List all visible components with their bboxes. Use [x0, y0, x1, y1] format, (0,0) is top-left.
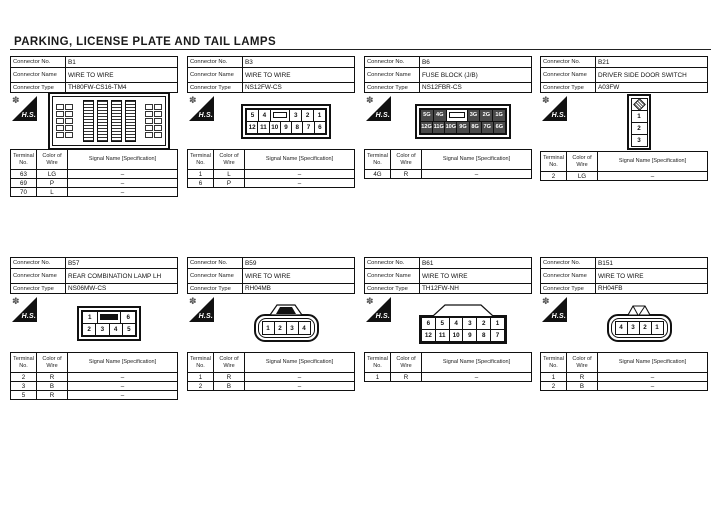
connector-name-label: Connector Name	[188, 67, 243, 82]
connector-type-label: Connector Type	[541, 283, 596, 293]
connector-info-table	[10, 257, 178, 294]
connector-name-value: WIRE TO WIRE	[243, 67, 354, 82]
wire-color: B	[567, 381, 598, 390]
wire-color: L	[37, 187, 68, 196]
connector-name-label: Connector Name	[541, 67, 596, 82]
connector-name-label: Connector Name	[365, 268, 420, 283]
terminal-table	[540, 352, 708, 391]
connector-info-table	[540, 257, 708, 294]
terminal-no: 6	[188, 178, 214, 187]
connector-name-value: DRIVER SIDE DOOR SWITCH	[596, 67, 707, 82]
terminal-no-header: Terminal No.	[188, 150, 214, 169]
connector-latch	[626, 305, 652, 316]
hs-logo	[366, 96, 391, 121]
connector-diagram-b57	[77, 306, 141, 341]
pin: 1	[490, 317, 505, 330]
hs-logo	[542, 297, 567, 322]
wire-color: LG	[37, 169, 68, 178]
wire-color: LG	[567, 171, 598, 180]
wire-color: R	[391, 169, 422, 178]
connector-name-label: Connector Name	[541, 268, 596, 283]
connector-type-value: A03FW	[596, 82, 707, 92]
terminal-no: 1	[541, 372, 567, 381]
connector-block-b6	[364, 56, 532, 179]
pin: 4	[615, 321, 628, 335]
pin: 1G	[492, 109, 506, 122]
hs-logo	[542, 96, 567, 121]
terminal-no: 1	[188, 169, 214, 178]
pin: 5	[435, 317, 450, 330]
signal-name-header: Signal Name [Specification]	[88, 359, 157, 366]
terminal-no: 63	[11, 169, 37, 178]
connector-type-label: Connector Type	[188, 82, 243, 92]
color-of-wire-header: Color of Wire	[214, 150, 245, 169]
pin: 8G	[469, 121, 482, 134]
connector-info-table	[364, 56, 532, 93]
signal-name-header: Signal Name [Specification]	[618, 359, 687, 366]
terminal-no-header: Terminal No.	[541, 353, 567, 372]
connector-block-b59	[187, 257, 355, 391]
connector-no-label: Connector No.	[188, 258, 243, 268]
connector-block-b21	[540, 56, 708, 181]
hs-logo	[189, 297, 214, 322]
pin-group-center	[83, 100, 136, 142]
pin: 4	[298, 321, 311, 335]
pin: 7G	[481, 121, 494, 134]
pin: 1	[82, 311, 98, 324]
terminal-table	[540, 151, 708, 181]
signal-name: –	[68, 187, 177, 196]
signal-name: –	[245, 381, 354, 390]
pin: 1	[313, 109, 326, 122]
signal-name: –	[598, 372, 707, 381]
pin: 7	[490, 329, 505, 342]
connector-type-value: TH80FW-CS16-TM4	[66, 82, 177, 92]
connector-diagram-b1	[48, 92, 170, 150]
connector-block-b1	[10, 56, 178, 197]
connector-diagram-b61	[419, 303, 507, 344]
pin: 1	[631, 110, 648, 123]
connector-diagram-b21	[627, 94, 651, 150]
terminal-no: 2	[541, 381, 567, 390]
gear-icon: ✽	[366, 296, 374, 306]
connector-no-label: Connector No.	[541, 57, 596, 67]
terminal-no: 2	[541, 171, 567, 180]
pin: 3	[95, 323, 109, 336]
pin: 2	[476, 317, 491, 330]
pin: 9G	[456, 121, 469, 134]
wire-color: R	[37, 390, 68, 399]
terminal-table	[364, 149, 532, 179]
connector-info-table	[10, 56, 178, 93]
signal-name-header: Signal Name [Specification]	[442, 359, 511, 366]
hs-logo	[189, 96, 214, 121]
pin: 8	[291, 121, 303, 134]
connector-block-b151	[540, 257, 708, 391]
color-of-wire-header: Color of Wire	[391, 353, 422, 372]
signal-name-header: Signal Name [Specification]	[265, 359, 334, 366]
pin: 10	[269, 121, 281, 134]
connector-type-label: Connector Type	[365, 283, 420, 293]
connector-type-value: TH12FW-NH	[420, 283, 531, 293]
color-of-wire-header: Color of Wire	[37, 353, 68, 372]
signal-name: –	[245, 178, 354, 187]
connector-type-label: Connector Type	[188, 283, 243, 293]
terminal-table	[187, 149, 355, 188]
signal-name-header: Signal Name [Specification]	[618, 158, 687, 165]
signal-name: –	[598, 381, 707, 390]
terminal-no: 1	[188, 372, 214, 381]
pin: 2G	[479, 109, 493, 122]
connector-no-value: B21	[598, 58, 610, 66]
wire-color: R	[567, 372, 598, 381]
hs-label: H.S.	[21, 313, 36, 320]
connector-type-value: RH04FB	[596, 283, 707, 293]
connector-no-label: Connector No.	[541, 258, 596, 268]
pin-group-left	[56, 104, 73, 138]
connector-diagram-b3	[241, 104, 331, 139]
hs-label: H.S.	[375, 313, 390, 320]
wire-color: R	[214, 372, 245, 381]
connector-info-table	[364, 257, 532, 294]
pin: 9	[280, 121, 292, 134]
gear-icon: ✽	[542, 296, 550, 306]
terminal-table	[187, 352, 355, 391]
pin: 11	[435, 329, 450, 342]
color-of-wire-header: Color of Wire	[214, 353, 245, 372]
signal-name: –	[245, 372, 354, 381]
title-underline	[10, 49, 711, 50]
gear-icon: ✽	[12, 296, 20, 306]
hs-label: H.S.	[551, 112, 566, 119]
connector-name-label: Connector Name	[365, 67, 420, 82]
hs-logo	[12, 297, 37, 322]
connector-type-label: Connector Type	[11, 82, 66, 92]
pin: 12	[421, 329, 436, 342]
terminal-no-header: Terminal No.	[11, 353, 37, 372]
connector-type-label: Connector Type	[365, 82, 420, 92]
terminal-table	[10, 352, 178, 400]
connector-type-label: Connector Type	[11, 283, 66, 293]
signal-name: –	[68, 381, 177, 390]
color-of-wire-header: Color of Wire	[391, 150, 422, 169]
connector-block-b3	[187, 56, 355, 188]
pin: 6	[421, 317, 436, 330]
terminal-no-header: Terminal No.	[188, 353, 214, 372]
connector-name-value: WIRE TO WIRE	[420, 268, 531, 283]
terminal-no: 70	[11, 187, 37, 196]
terminal-no: 4G	[365, 169, 391, 178]
pin-group-right	[145, 104, 162, 138]
signal-name: –	[68, 169, 177, 178]
pin: 4G	[433, 109, 447, 122]
connector-diagram-b59	[254, 304, 319, 342]
pin: 11	[257, 121, 269, 134]
pin: 1	[651, 321, 664, 335]
connector-no-value: B1	[68, 58, 76, 66]
signal-name: –	[598, 171, 707, 180]
signal-name-header: Signal Name [Specification]	[265, 156, 334, 163]
pin: 1	[262, 321, 275, 335]
connector-no-value: B57	[68, 259, 80, 267]
connector-diagram-b151	[607, 305, 672, 342]
connector-name-label: Connector Name	[188, 268, 243, 283]
pin: 10G	[444, 121, 457, 134]
hs-label: H.S.	[21, 112, 36, 119]
pin: 3	[631, 134, 648, 147]
connector-no-value: B3	[245, 58, 253, 66]
connector-type-value: NS06MW-CS	[66, 283, 177, 293]
pin: 3G	[467, 109, 481, 122]
signal-name: –	[68, 178, 177, 187]
pin: 3	[286, 321, 299, 335]
terminal-no-header: Terminal No.	[365, 150, 391, 169]
connector-type-value: RH04MB	[243, 283, 354, 293]
connector-latch	[421, 303, 505, 316]
connector-no-label: Connector No.	[365, 57, 420, 67]
terminal-no: 69	[11, 178, 37, 187]
pin: 12G	[420, 121, 433, 134]
terminal-no-header: Terminal No.	[11, 150, 37, 169]
pin: 4	[109, 323, 123, 336]
wire-color: R	[37, 372, 68, 381]
signal-name: –	[68, 372, 177, 381]
gear-icon: ✽	[542, 95, 550, 105]
connector-type-value: NS12FW-CS	[243, 82, 354, 92]
pin: 5G	[420, 109, 434, 122]
connector-no-label: Connector No.	[188, 57, 243, 67]
pin: 6G	[493, 121, 506, 134]
pin: 9	[462, 329, 477, 342]
signal-name: –	[422, 372, 531, 381]
pin: 3	[289, 109, 302, 122]
connector-name-label: Connector Name	[11, 67, 66, 82]
gear-icon: ✽	[189, 95, 197, 105]
gear-icon: ✽	[12, 95, 20, 105]
pin: 3	[627, 321, 640, 335]
pin: 7	[302, 121, 314, 134]
pin: 3	[462, 317, 477, 330]
connector-diagram-b6	[415, 104, 511, 139]
connector-name-value: WIRE TO WIRE	[243, 268, 354, 283]
color-of-wire-header: Color of Wire	[567, 353, 598, 372]
signal-name: –	[245, 169, 354, 178]
hs-label: H.S.	[198, 313, 213, 320]
pin: 12	[246, 121, 258, 134]
hs-logo	[366, 297, 391, 322]
wire-color: B	[214, 381, 245, 390]
pin: 2	[301, 109, 314, 122]
pin: 11G	[432, 121, 445, 134]
pin: 10	[449, 329, 464, 342]
terminal-no: 5	[11, 390, 37, 399]
pin: 4	[449, 317, 464, 330]
gear-icon: ✽	[366, 95, 374, 105]
connector-type-label: Connector Type	[541, 82, 596, 92]
connector-name-value: REAR COMBINATION LAMP LH	[66, 268, 177, 283]
connector-latch	[268, 304, 304, 316]
terminal-no: 2	[11, 372, 37, 381]
color-of-wire-header: Color of Wire	[567, 152, 598, 171]
pin: 5	[122, 323, 136, 336]
wire-color: P	[37, 178, 68, 187]
terminal-no: 1	[365, 372, 391, 381]
gear-icon: ✽	[189, 296, 197, 306]
hs-label: H.S.	[198, 112, 213, 119]
terminal-no-header: Terminal No.	[365, 353, 391, 372]
terminal-table	[364, 352, 532, 382]
connector-name-value: WIRE TO WIRE	[66, 67, 177, 82]
connector-name-value: FUSE BLOCK (J/B)	[420, 67, 531, 82]
signal-name-header: Signal Name [Specification]	[442, 156, 511, 163]
color-of-wire-header: Color of Wire	[37, 150, 68, 169]
connector-no-label: Connector No.	[365, 258, 420, 268]
pin: 4	[258, 109, 271, 122]
connector-name-value: WIRE TO WIRE	[596, 268, 707, 283]
pin: 5	[246, 109, 259, 122]
terminal-table	[10, 149, 178, 197]
pin: 2	[274, 321, 287, 335]
pin: 2	[639, 321, 652, 335]
pin: 2	[631, 122, 648, 135]
wire-color: B	[37, 381, 68, 390]
terminal-no: 3	[11, 381, 37, 390]
terminal-no: 2	[188, 381, 214, 390]
connector-block-b61	[364, 257, 532, 382]
connector-no-value: B151	[598, 259, 613, 267]
connector-type-value: NS12FBR-CS	[420, 82, 531, 92]
connector-info-table	[187, 56, 355, 93]
pin: 8	[476, 329, 491, 342]
signal-name: –	[422, 169, 531, 178]
terminal-no-header: Terminal No.	[541, 152, 567, 171]
hs-label: H.S.	[551, 313, 566, 320]
pin: 2	[82, 323, 96, 336]
connector-info-table	[540, 56, 708, 93]
pin: 6	[314, 121, 326, 134]
connector-no-label: Connector No.	[11, 258, 66, 268]
wire-color: R	[391, 372, 422, 381]
connector-no-value: B6	[422, 58, 430, 66]
hs-logo	[12, 96, 37, 121]
connector-block-b57	[10, 257, 178, 400]
connector-name-label: Connector Name	[11, 268, 66, 283]
connector-no-label: Connector No.	[11, 57, 66, 67]
page-title: PARKING, LICENSE PLATE AND TAIL LAMPS	[14, 36, 277, 48]
wire-color: P	[214, 178, 245, 187]
pin: 6	[120, 311, 136, 324]
connector-info-table	[187, 257, 355, 294]
connector-no-value: B59	[245, 259, 257, 267]
signal-name: –	[68, 390, 177, 399]
wire-color: L	[214, 169, 245, 178]
signal-name-header: Signal Name [Specification]	[88, 156, 157, 163]
hs-label: H.S.	[375, 112, 390, 119]
connector-no-value: B61	[422, 259, 434, 267]
